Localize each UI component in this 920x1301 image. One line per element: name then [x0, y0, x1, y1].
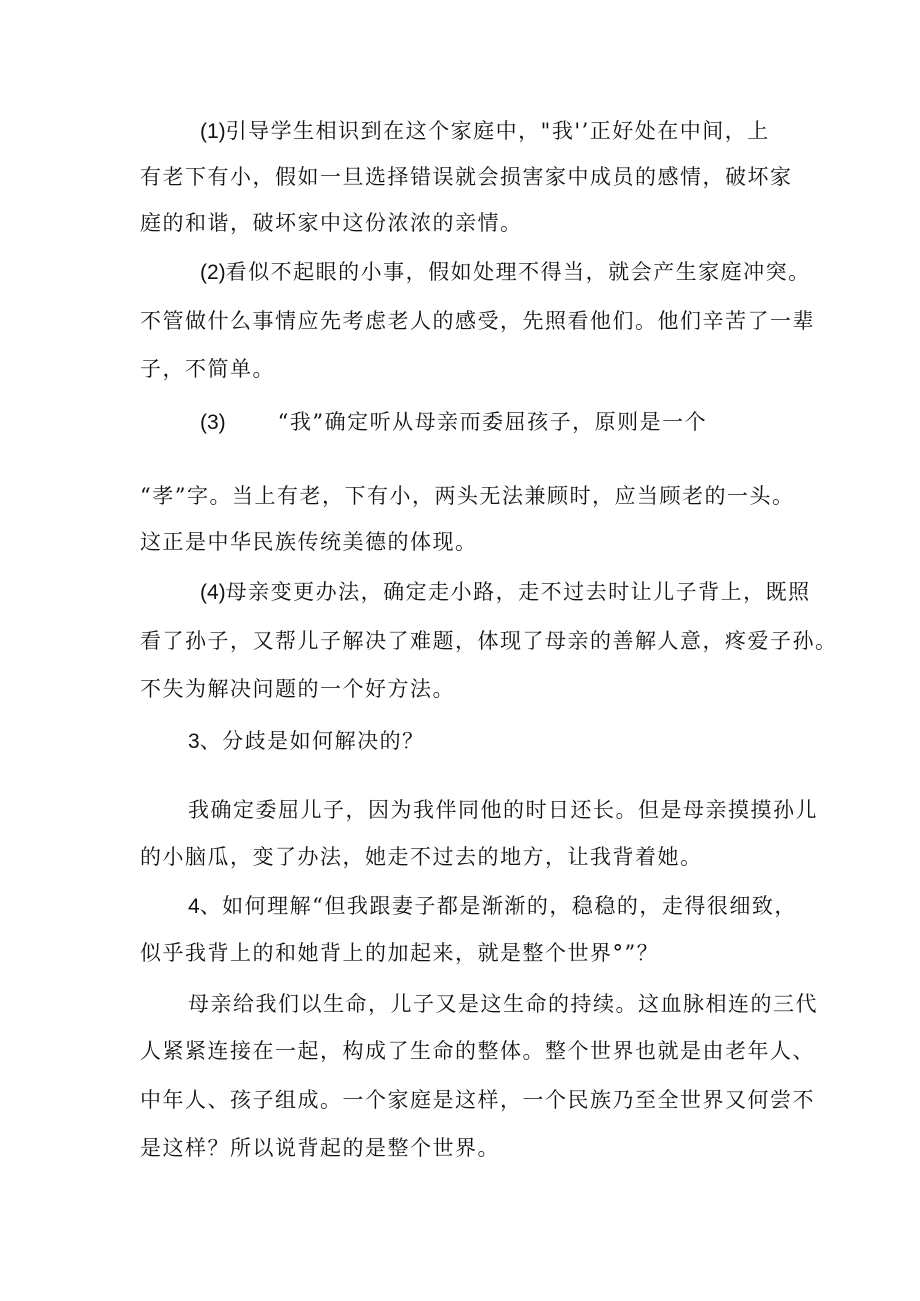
para-4-text-1: 母亲变更办法，确定走小路，走不过去时让儿子背上，既照: [225, 580, 811, 604]
answer-4-line-2: 人紧紧连接在一起，构成了生命的整体。整个世界也就是由老年人、: [140, 1039, 815, 1063]
question-3-number: 3: [188, 730, 200, 753]
question-4-line-1: [188, 892, 797, 921]
question-4-text-1: 、如何理解“但我跟妻子都是渐渐的，稳稳的，走得很细致，: [199, 894, 797, 918]
para-1-text-1: 引导学生相识到在这个家庭中，"我'’正好处在中间，上: [225, 119, 770, 143]
question-4-line-2: 似乎我背上的和她背上的加起来，就是整个世界°”？: [140, 941, 660, 965]
para-2-line-3: 子，不简单。: [140, 357, 275, 381]
para-3-number: (3): [200, 411, 226, 434]
question-3: [188, 727, 425, 756]
answer-3-line-2: 的小脑瓜，变了办法，她走不过去的地方，让我背着她。: [140, 845, 703, 869]
para-2-number: (2): [200, 261, 226, 284]
para-3-line-2: “孝”字。当上有老，下有小，两头无法兼顾时，应当顾老的一头。: [140, 484, 795, 508]
para-1-line-2: 有老下有小，假如一旦选择错误就会损害家中成员的感情，破坏家: [140, 165, 793, 189]
para-3-text-1: “我”确定听从母亲而委屈孩子，原则是一个: [277, 410, 708, 434]
para-1-line-1: [200, 117, 770, 146]
para-3-line-1: [200, 408, 707, 437]
answer-4-line-4: 是这样？所以说背起的是整个世界。: [140, 1136, 500, 1160]
answer-4-line-3: 中年人、孩子组成。一个家庭是这样，一个民族乃至全世界又何尝不: [140, 1088, 815, 1112]
para-1-number: (1): [200, 120, 226, 143]
para-4-number: (4): [200, 581, 226, 604]
para-3-line-3: 这正是中华民族传统美德的体现。: [140, 530, 478, 554]
question-4-number: 4: [188, 895, 200, 918]
para-4-line-1: [200, 578, 811, 607]
para-1-line-3: 庭的和谐，破坏家中这份浓浓的亲情。: [140, 211, 523, 235]
question-3-text: 、分歧是如何解决的？: [199, 729, 425, 753]
answer-3-line-1: 我确定委屈儿子，因为我伴同他的时日还长。但是母亲摸摸孙儿: [188, 798, 818, 822]
para-2-line-1: [200, 258, 811, 287]
answer-4-line-1: 母亲给我们以生命，儿子又是这生命的持续。这血脉相连的三代: [188, 992, 818, 1016]
para-4-line-2: 看了孙子，又帮儿子解决了难题，体现了母亲的善解人意，疼爱子孙。: [140, 629, 838, 653]
para-2-text-1: 看似不起眼的小事，假如处理不得当，就会产生家庭冲突。: [225, 260, 811, 284]
para-4-line-3: 不失为解决问题的一个好方法。: [140, 677, 455, 701]
para-2-line-2: 不管做什么事情应先考虑老人的感受，先照看他们。他们辛苦了一辈: [140, 309, 815, 333]
